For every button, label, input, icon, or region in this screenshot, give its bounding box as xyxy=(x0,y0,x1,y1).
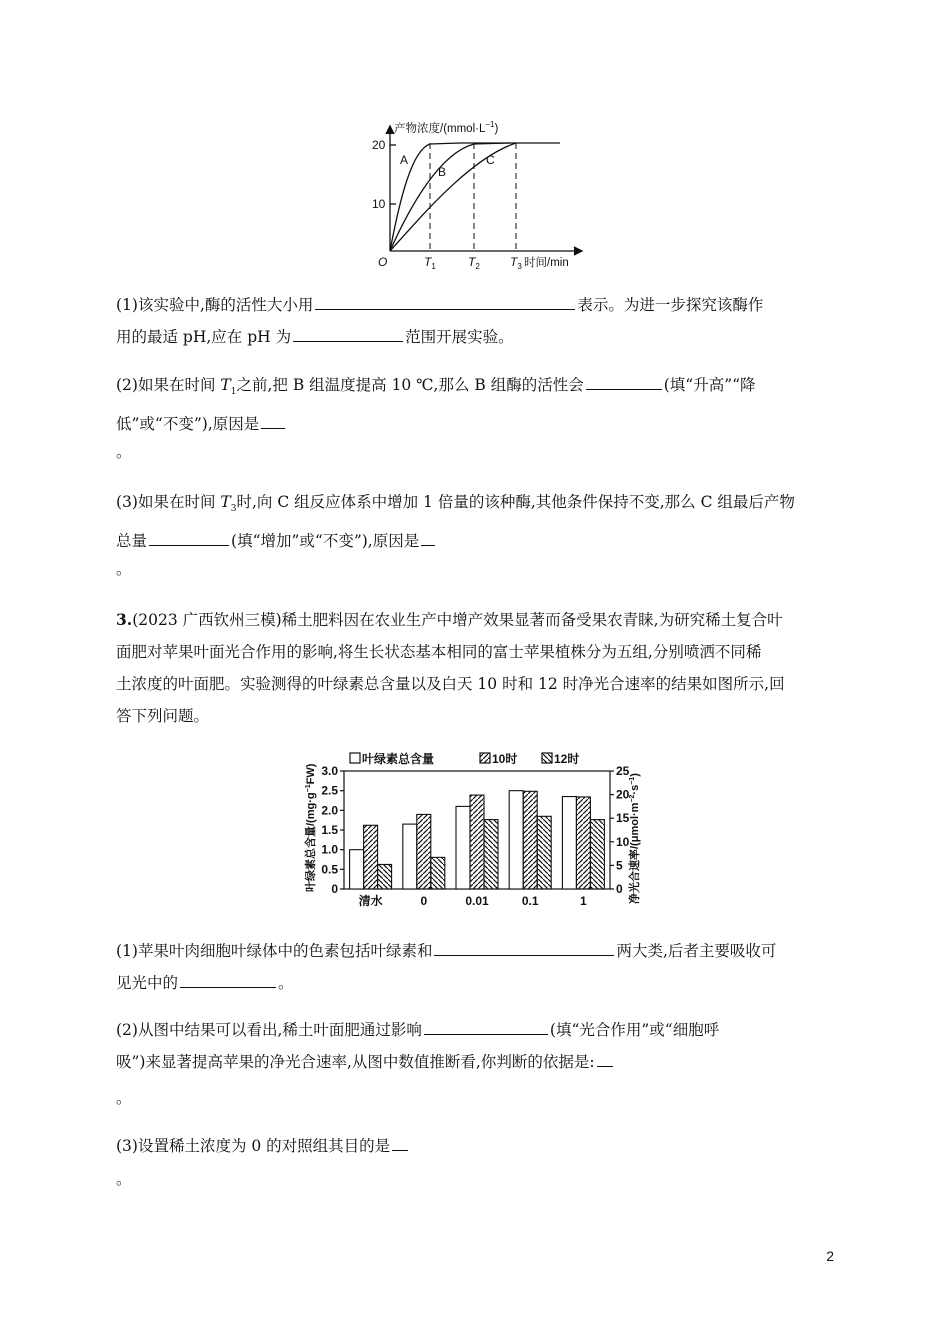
curve-a-label: A xyxy=(400,153,409,167)
left-tick-label: 2.0 xyxy=(321,803,338,818)
category-label: 0.01 xyxy=(465,894,489,908)
origin-label: O xyxy=(378,255,388,269)
bar-10h xyxy=(576,797,590,889)
answer-line-end: 。 xyxy=(116,443,132,461)
q3-intro: 3.(2023 广西钦州三模)稀土肥料因在农业生产中增产效果显著而备受果农青睐,为研究稀土复合叶 面肥对苹果叶面光合作用的影响,将生长状态基本相同的富士苹果植株分为五组,分别喷洒不同稀 土浓度的叶面肥。实验测得的叶绿素总含量以及白天 10 时和 12 时净光合速率的结果如图所示,回 答下列问题。 xyxy=(116,610,785,725)
bar-chlorophyll xyxy=(350,850,364,889)
bar-10h xyxy=(470,795,484,889)
bar-12h xyxy=(484,820,498,889)
xtick-t3-label: $T_3$ xyxy=(510,255,522,271)
xtick-t2-label: $T_2$ xyxy=(468,255,480,271)
bar-chlorophyll xyxy=(403,824,417,889)
bar-chlorophyll xyxy=(456,806,470,889)
answer-line-end: 。 xyxy=(116,560,132,578)
category-label: 0.1 xyxy=(521,894,539,908)
legend-swatch-10h xyxy=(480,753,490,763)
x-axis-arrow xyxy=(574,247,582,255)
right-tick-label: 25 xyxy=(616,764,630,778)
bar-10h xyxy=(523,791,537,889)
left-axis-label: 叶绿素总含量$/(mg\cdot g^{-1}FW)$ xyxy=(305,763,317,892)
answer-blank[interactable] xyxy=(586,371,662,390)
ytick-10-label: 10 xyxy=(372,197,386,211)
right-tick-label: 10 xyxy=(616,834,630,849)
answer-blank[interactable] xyxy=(597,1048,613,1067)
bar-12h xyxy=(590,820,604,889)
right-tick-label: 20 xyxy=(616,787,630,802)
bar-12h xyxy=(378,864,392,889)
answer-blank[interactable] xyxy=(424,1016,548,1035)
answer-blank[interactable] xyxy=(180,969,276,988)
q3-part3: (3)设置稀土浓度为 0 的对照组其目的是 xyxy=(116,1130,836,1162)
category-label: 1 xyxy=(580,894,587,908)
left-tick-label: 1.5 xyxy=(321,823,338,837)
left-tick-label: 0 xyxy=(331,882,338,896)
right-axis-label: 净光合速率$/(\mu mol\cdot m^{-2}\cdot s^{-1})$ xyxy=(629,773,641,904)
bar-chlorophyll xyxy=(509,791,523,889)
question-number: 3. xyxy=(116,610,133,629)
answer-line-end: 。 xyxy=(116,1089,132,1107)
left-tick-label: 1.0 xyxy=(321,842,338,857)
answer-blank[interactable] xyxy=(261,410,285,429)
answer-blank[interactable] xyxy=(293,323,403,342)
curve-c-label: C xyxy=(486,153,495,167)
x-axis-label: 时间/min xyxy=(524,257,569,269)
bar-10h xyxy=(417,814,431,889)
q3-part2: (2)从图中结果可以看出,稀土叶面肥通过影响 (填“光合作用”或“细胞呼 吸”)来显著提高苹果的净光合速率,从图中数值推断看,你判断的依据是: xyxy=(116,1014,836,1078)
bar-12h xyxy=(431,857,445,889)
bar-10h xyxy=(364,825,378,889)
left-tick-label: 3.0 xyxy=(321,764,338,778)
q2-part3: (3)如果在时间 $T_3$时,向 C 组反应体系中增加 1 倍量的该种酶,其他条件保持不变,那么 C 组最后产物 总量 (填“增加”或“不变”),原因是 xyxy=(116,493,795,551)
left-tick-label: 2.5 xyxy=(321,783,338,798)
answer-blank[interactable] xyxy=(421,527,435,546)
left-tick-label: 0.5 xyxy=(321,862,338,877)
right-tick-label: 0 xyxy=(616,882,623,896)
q2-part1: (1)该实验中,酶的活性大小用 表示。为进一步探究该酶作 用的最适 pH,应在 pH 为 范围开展实验。 xyxy=(116,289,836,353)
category-label: 清水 xyxy=(358,894,383,908)
chlorophyll-photosynthesis-bar-chart xyxy=(298,744,652,912)
bar-12h xyxy=(537,816,551,889)
curve-b-label: B xyxy=(438,165,447,179)
page-number: 2 xyxy=(826,1248,834,1264)
right-tick-label: 5 xyxy=(616,858,623,873)
bar-chlorophyll xyxy=(562,797,576,889)
ytick-20-label: 20 xyxy=(372,138,386,152)
legend-label-chlorophyll: 叶绿素总含量 xyxy=(362,752,435,766)
y-axis-arrow xyxy=(386,126,394,134)
legend-label-12h: 12时 xyxy=(554,752,580,766)
curve-c xyxy=(390,143,516,251)
product-concentration-chart xyxy=(360,118,600,274)
y-axis-label: 产物浓度$/(mmol\cdot L^{-1})$ xyxy=(394,120,499,135)
legend-swatch-chlorophyll xyxy=(350,753,360,763)
answer-line-end: 。 xyxy=(116,1170,132,1188)
q2-part2: (2)如果在时间 $T_1$之前,把 B 组温度提高 10 ℃,那么 B 组酶的活性会 (填“升高”“降 低”或“不变”),原因是 xyxy=(116,369,836,440)
legend-swatch-12h xyxy=(542,753,552,763)
answer-blank[interactable] xyxy=(315,291,575,310)
category-label: 0 xyxy=(420,894,428,908)
legend-label-10h: 10时 xyxy=(492,752,518,766)
answer-blank[interactable] xyxy=(434,937,614,956)
answer-blank[interactable] xyxy=(392,1132,408,1151)
answer-blank[interactable] xyxy=(149,527,229,546)
xtick-t1-label: $T_1$ xyxy=(424,255,436,271)
right-tick-label: 15 xyxy=(616,811,630,826)
q3-part1: (1)苹果叶肉细胞叶绿体中的色素包括叶绿素和 两大类,后者主要吸收可 见光中的 。 xyxy=(116,935,836,999)
